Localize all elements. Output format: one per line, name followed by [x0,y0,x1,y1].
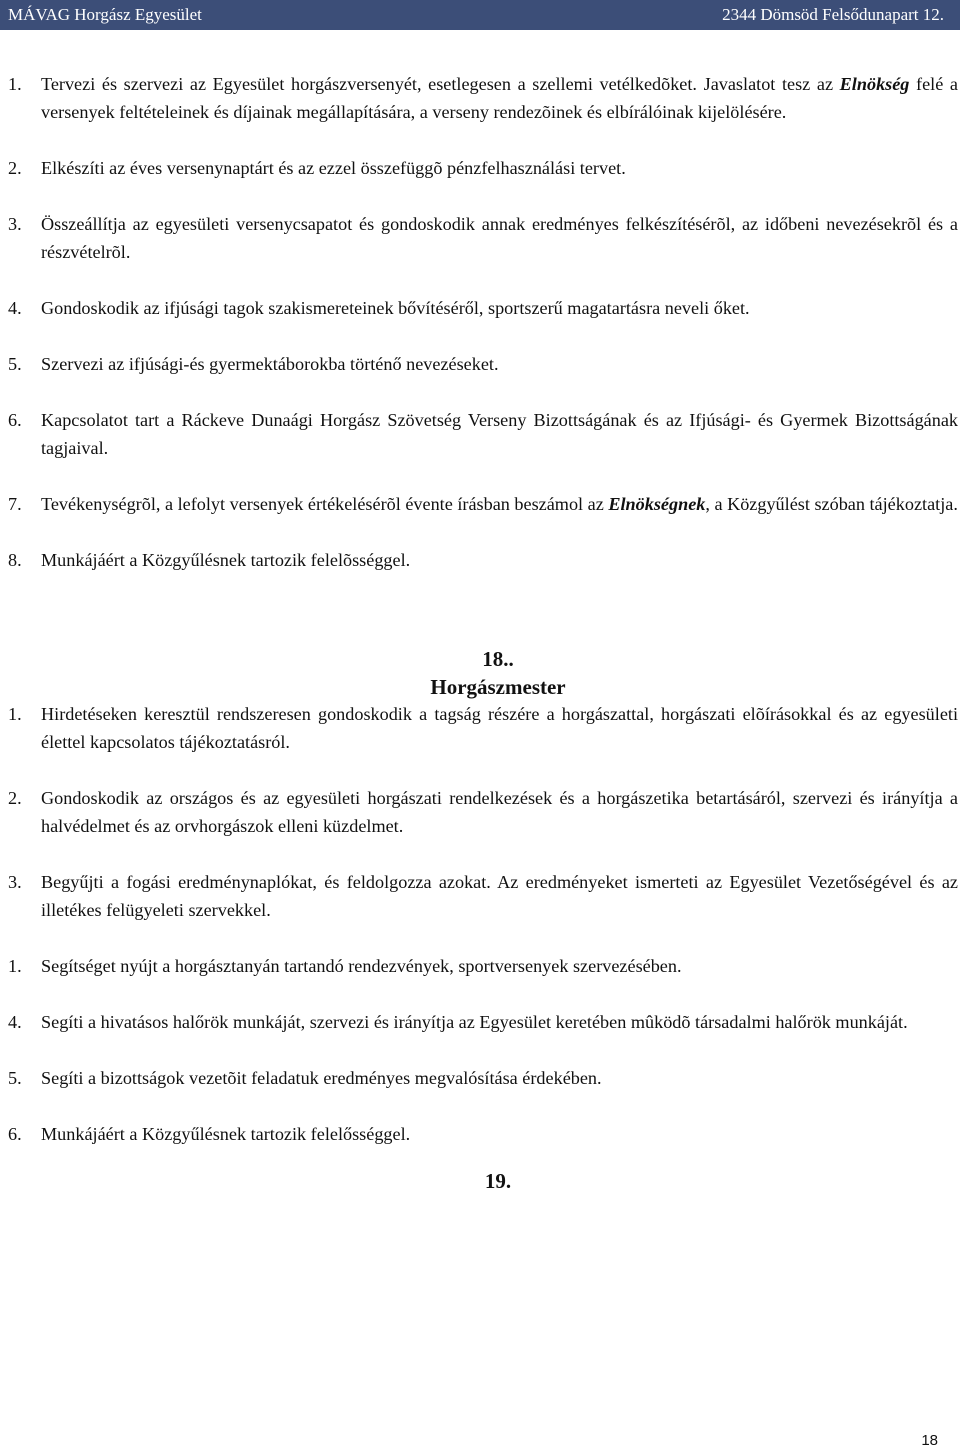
list-item [8,70,958,126]
item-number: 6. [8,1124,22,1144]
item-number: 7. [8,494,22,514]
list-item [8,700,958,756]
list-item [8,1064,958,1092]
item-text [41,490,958,518]
list-item [8,490,958,518]
item-number: 3. [8,872,22,892]
header-address: 2344 Dömsöd Felsődunapart 12. [722,5,944,24]
item-text-part: , a Közgyűlést szóban tájékoztatja. [705,494,958,514]
emphasis-text: Elnökségnek [608,494,706,514]
item-text-part: Tevékenységrõl, a lefolyt versenyek értékelésérõl évente írásban beszámol az [41,494,609,514]
item-text-part: Tervezi és szervezi az Egyesület horgászversenyét, esetlegesen a szellemi vetélkedõket. Javaslatot tesz az [41,74,840,94]
item-number: 2. [8,788,22,808]
list-item [8,406,958,462]
item-text: Segíti a hivatásos halőrök munkáját, szervezi és irányítja az Egyesület keretében mûködõ társadalmi halőrök munkáját. [41,1012,908,1032]
document-body [8,70,958,1196]
item-text-part: felé a versenyek feltételeinek és díjainak megállapítására, a verseny rendezõinek és elbírálóinak kijelölésére. [41,74,959,122]
item-text: Munkájáért a Közgyűlésnek tartozik felelõsséggel. [41,550,411,570]
item-number: 1. [8,704,22,724]
list-item [8,952,958,980]
list-item [8,1008,958,1036]
header-organization: MÁVAG Horgász Egyesület [8,5,202,24]
list-item [8,154,958,182]
item-number: 8. [8,550,22,570]
item-text: Segíti a bizottságok vezetõit feladatuk eredményes megvalósítása érdekében. [41,1068,602,1088]
item-text: Segítséget nyújt a horgásztanyán tartandó rendezvények, sportversenyek szervezésében. [41,956,682,976]
section-number: 18.. [482,647,514,671]
item-text: Gondoskodik az országos és az egyesületi horgászati rendelkezések és a horgászetika betartásáról, szervezi és irányítja a halvédelmet és az orvhorgászok elleni küzdelmet. [41,788,958,836]
section-number: 19. [484,1169,512,1193]
item-number: 1. [8,74,22,94]
page-header [0,0,960,30]
section-title: Horgászmester [430,675,566,699]
list-item [8,1120,958,1148]
item-number: 3. [8,214,22,234]
list-item [8,868,958,924]
list-item [8,784,958,840]
item-text: Begyűjti a fogási eredménynaplókat, és feldolgozza azokat. Az eredményeket ismerteti az Egyesület Vezetőségével és az illetékes felügyeleti szervekkel. [41,872,958,920]
item-number: 5. [8,354,22,374]
item-text: Munkájáért a Közgyűlésnek tartozik felelősséggel. [41,1124,411,1144]
list-item [8,350,958,378]
item-text: Hirdetéseken keresztül rendszeresen gondoskodik a tagság részére a horgászattal, horgászati elõírásokkal és az egyesületi élettel kapcsolatos tájékoztatásról. [41,704,958,752]
item-text [41,70,958,126]
item-number: 6. [8,410,22,430]
emphasis-text: Elnökség [839,74,910,94]
item-number: 2. [8,158,22,178]
list-item [8,294,958,322]
item-text: Elkészíti az éves versenynaptárt és az ezzel összefüggõ pénzfelhasználási tervet. [41,158,626,178]
item-text: Kapcsolatot tart a Ráckeve Dunaági Horgász Szövetség Verseny Bizottságának és az Ifjúsági- és Gyermek Bizottságának tagjaival. [41,410,958,458]
item-number: 4. [8,298,22,318]
item-text: Összeállítja az egyesületi versenycsapatot és gondoskodik annak eredményes felkészítésérõl, az időbeni nevezésekrõl és a részvételrõl. [41,214,958,262]
item-number: 5. [8,1068,22,1088]
item-text: Szervezi az ifjúsági-és gyermektáborokba történő nevezéseket. [41,354,499,374]
item-number: 4. [8,1012,22,1032]
item-text: Gondoskodik az ifjúsági tagok szakismereteinek bővítéséről, sportszerű magatartásra neveli őket. [41,298,750,318]
item-number: 1. [8,956,22,976]
list-item [8,546,958,574]
page-number: 18 [921,1432,938,1449]
list-item [8,210,958,266]
